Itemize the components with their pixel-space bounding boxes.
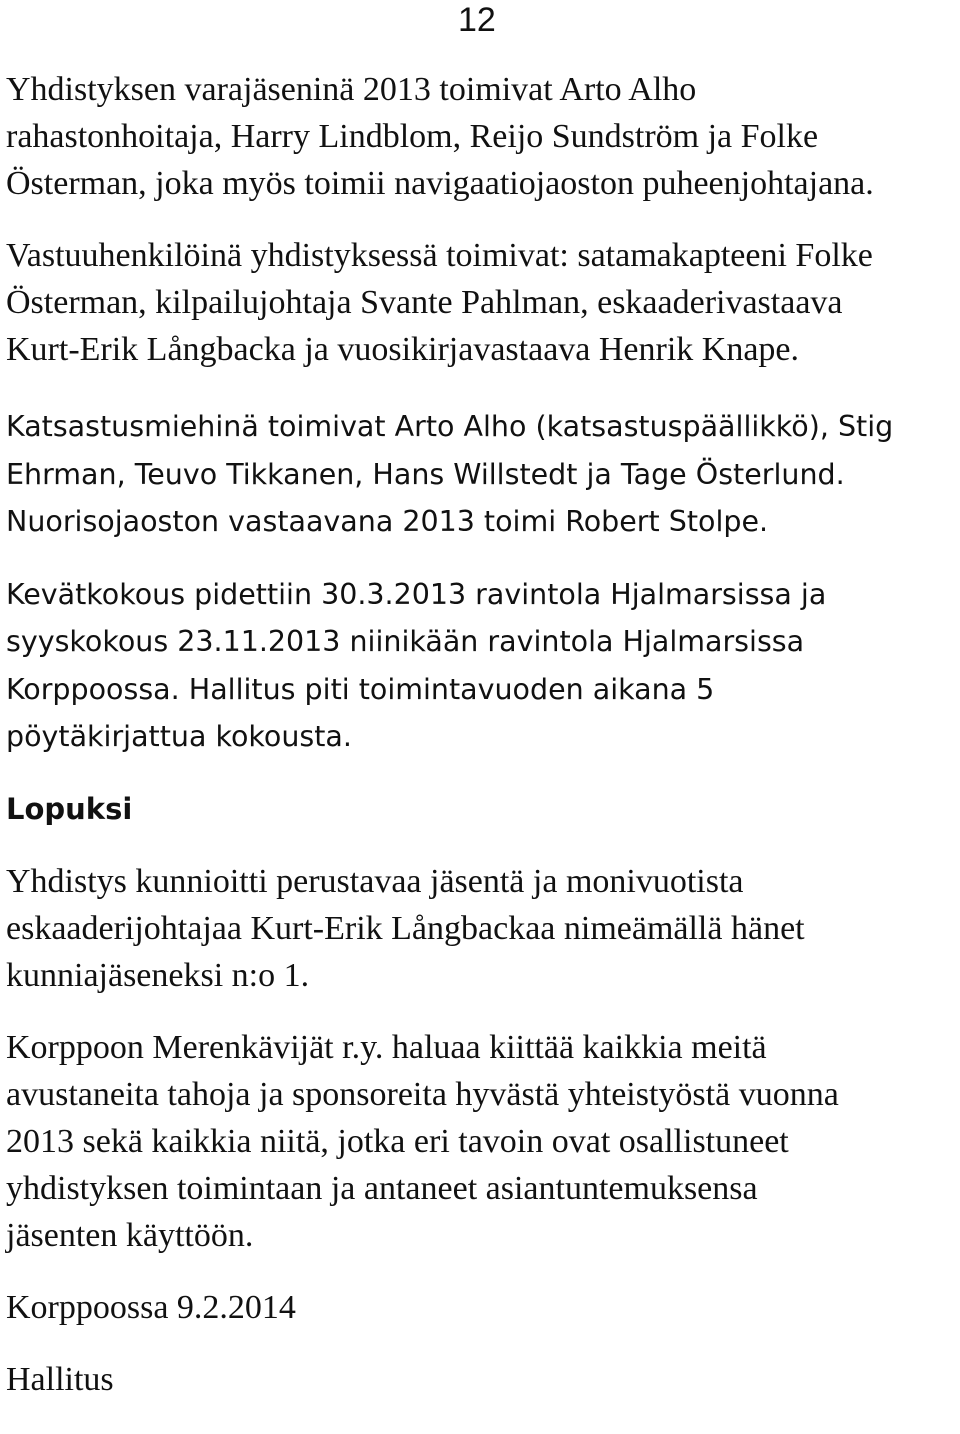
paragraph-deputy-members xyxy=(6,66,956,207)
text-line: Yhdistyksen varajäseninä 2013 toimivat Arto Alho xyxy=(6,71,697,108)
text-line: Vastuuhenkilöinä yhdistyksessä toimivat: satamakapteeni Folke xyxy=(6,237,873,274)
text-line: eskaaderijohtajaa Kurt-Erik Långbackaa nimeämällä hänet xyxy=(6,909,805,947)
signature-place-date: Korppoossa 9.2.2014 xyxy=(6,1288,296,1326)
paragraph-responsible-persons xyxy=(6,232,956,373)
text-line: kunniajäseneksi n:o 1. xyxy=(6,956,310,994)
text-line: Ehrman, Teuvo Tikkanen, Hans Willstedt ja Tage Österlund. xyxy=(6,457,845,491)
paragraph-thanks xyxy=(6,1024,956,1259)
page-number: 12 xyxy=(458,1,496,39)
section-heading-lopuksi: Lopuksi xyxy=(6,791,133,826)
text-line: syyskokous 23.11.2013 niinikään ravintola Hjalmarsissa xyxy=(6,625,805,658)
text-line: avustaneita tahoja ja sponsoreita hyvästä yhteistyöstä vuonna xyxy=(6,1075,839,1113)
text-line: 2013 sekä kaikkia niitä, jotka eri tavoin ovat osallistuneet xyxy=(6,1122,789,1160)
text-line: Nuorisojaoston vastaavana 2013 toimi Robert Stolpe. xyxy=(6,505,769,538)
text-line: Korppoossa. Hallitus piti toimintavuoden aikana 5 xyxy=(6,672,715,706)
text-line: jäsenten käyttöön. xyxy=(6,1216,254,1254)
text-line: Korppoon Merenkävijät r.y. haluaa kiittää kaikkia meitä xyxy=(6,1028,767,1066)
paragraph-inspectors xyxy=(6,403,956,546)
text-line: pöytäkirjattua kokousta. xyxy=(6,720,352,753)
document-body xyxy=(6,66,956,1403)
paragraph-honorary-member xyxy=(6,858,956,999)
text-line: Kevätkokous pidettiin 30.3.2013 ravintola Hjalmarsissa ja xyxy=(6,577,827,611)
text-line: Österman, joka myös toimii navigaatiojaoston puheenjohtajana. xyxy=(6,165,874,202)
text-line: yhdistyksen toimintaan ja antaneet asiantuntemuksensa xyxy=(6,1169,758,1207)
text-line: Katsastusmiehinä toimivat Arto Alho (katsastuspäällikkö), Stig xyxy=(6,410,894,443)
paragraph-meetings xyxy=(6,571,956,761)
text-line: Kurt-Erik Långbacka ja vuosikirjavastaava Henrik Knape. xyxy=(6,331,800,368)
text-line: Yhdistys kunnioitti perustavaa jäsentä ja monivuotista xyxy=(6,862,744,900)
text-line: Österman, kilpailujohtaja Svante Pahlman, eskaaderivastaava xyxy=(6,284,843,321)
signature-signer: Hallitus xyxy=(6,1360,114,1398)
text-line: rahastonhoitaja, Harry Lindblom, Reijo Sundström ja Folke xyxy=(6,118,819,155)
